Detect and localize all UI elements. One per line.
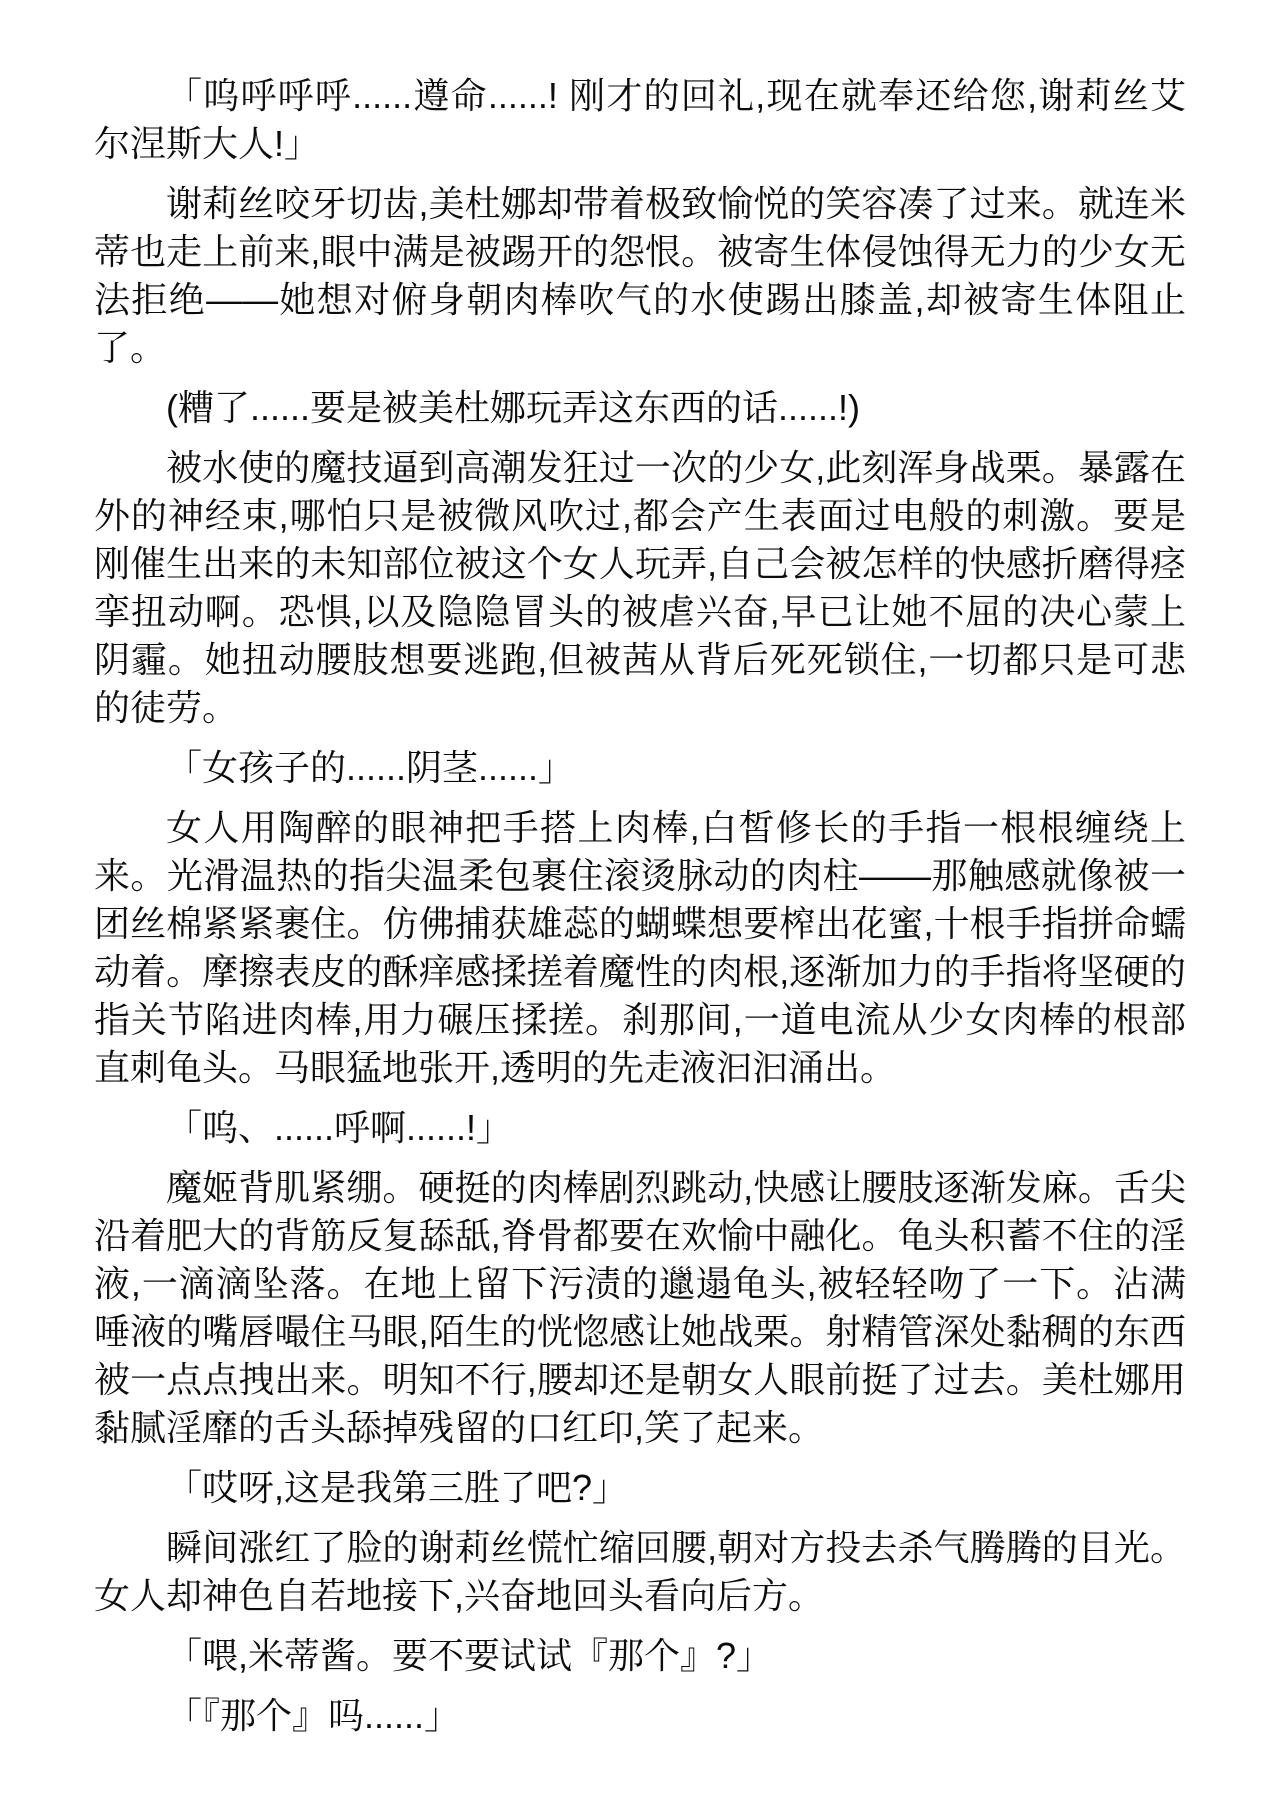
paragraph-narration-4: 魔姬背肌紧绷。硬挺的肉棒剧烈跳动,快感让腰肢逐渐发麻。舌尖沿着肥大的背筋反复舔舐,脊骨都要在欢愉中融化。龟头积蓄不住的淫液,一滴滴坠落。在地上留下污渍的邋遢龟头,被轻轻吻了一下。沾满唾液的嘴唇嘬住马眼,陌生的恍惚感让她战栗。射精管深处黏稠的东西被一点点拽出来。明知不行,腰却还是朝女人眼前挺了过去。美杜娜用黏腻淫靡的舌头舔掉残留的口红印,笑了起来。 — [94, 1167, 1186, 1448]
paragraph-dialogue-6: 「『那个』吗......」 — [166, 1695, 461, 1736]
paragraph-dialogue-1: 「呜呼呼呼......遵命......! 刚才的回礼,现在就奉还给您,谢莉丝艾尔涅斯大人!」 — [94, 75, 1186, 164]
paragraph-dialogue-4: 「哎呀,这是我第三胜了吧?」 — [166, 1467, 629, 1508]
paragraph-thought-1: (糟了......要是被美杜娜玩弄这东西的话......!) — [166, 387, 861, 428]
paragraph-narration-2: 被水使的魔技逼到高潮发狂过一次的少女,此刻浑身战栗。暴露在外的神经束,哪怕只是被微风吹过,都会产生表面过电般的刺激。要是刚催生出来的未知部位被这个女人玩弄,自己会被怎样的快感折磨得痉挛扭动啊。恐惧,以及隐隐冒头的被虐兴奋,早已让她不屈的决心蒙上阴霾。她扭动腰肢想要逃跑,但被茜从背后死死锁住,一切都只是可悲的徒劳。 — [94, 447, 1186, 728]
paragraph-narration-1: 谢莉丝咬牙切齿,美杜娜却带着极致愉悦的笑容凑了过来。就连米蒂也走上前来,眼中满是被踢开的怨恨。被寄生体侵蚀得无力的少女无法拒绝——她想对俯身朝肉棒吹气的水使踢出膝盖,却被寄生体阻止了。 — [94, 183, 1186, 368]
paragraph-dialogue-2: 「女孩子的......阴茎......」 — [166, 747, 575, 788]
paragraph-dialogue-3: 「呜、......呼啊......!」 — [166, 1107, 513, 1148]
paragraph-narration-5: 瞬间涨红了脸的谢莉丝慌忙缩回腰,朝对方投去杀气腾腾的目光。女人却神色自若地接下,兴奋地回头看向后方。 — [94, 1527, 1186, 1616]
paragraph-dialogue-5: 「喂,米蒂酱。要不要试试『那个』?」 — [166, 1635, 773, 1676]
paragraph-narration-3: 女人用陶醉的眼神把手搭上肉棒,白皙修长的手指一根根缠绕上来。光滑温热的指尖温柔包裹住滚烫脉动的肉柱——那触感就像被一团丝棉紧紧裹住。仿佛捕获雄蕊的蝴蝶想要榨出花蜜,十根手指拼命蠕动着。摩擦表皮的酥痒感揉搓着魔性的肉根,逐渐加力的手指将坚硬的指关节陷进肉棒,用力碾压揉搓。刹那间,一道电流从少女肉棒的根部直刺龟头。马眼猛地张开,透明的先走液汩汩涌出。 — [94, 807, 1186, 1088]
